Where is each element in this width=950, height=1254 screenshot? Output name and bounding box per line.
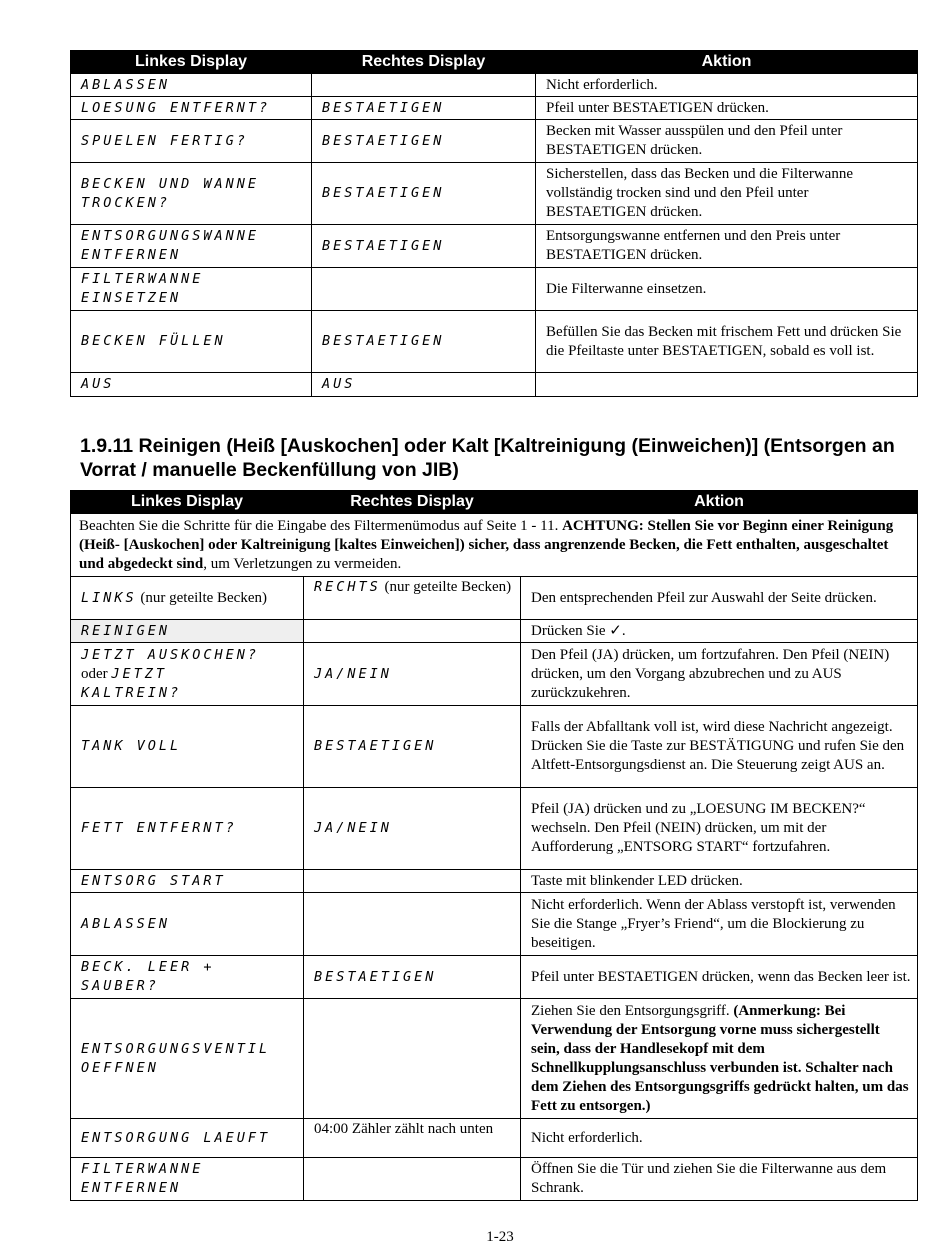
note-row <box>71 514 918 577</box>
action-cell: Becken mit Wasser ausspülen und den Pfeil unter BESTAETIGEN drücken. <box>536 120 918 163</box>
lcd-text: JETZT AUSKOCHEN? <box>81 646 260 663</box>
left-display-cell: ABLASSEN <box>71 893 304 956</box>
left-display-cell <box>71 577 304 620</box>
right-display-cell: AUS <box>312 373 536 397</box>
right-display-cell: BESTAETIGEN <box>312 120 536 163</box>
action-cell: Pfeil unter BESTAETIGEN drücken. <box>536 97 918 120</box>
table-row <box>71 893 918 956</box>
right-display-cell: BESTAETIGEN <box>312 225 536 268</box>
right-display-cell: BESTAETIGEN <box>312 311 536 373</box>
table-row <box>71 163 918 225</box>
right-display-cell <box>304 577 521 620</box>
left-display-cell <box>71 643 304 706</box>
right-display-cell: BESTAETIGEN <box>312 163 536 225</box>
header-action: Aktion <box>536 51 918 74</box>
cell-note: (nur geteilte Becken) <box>136 589 267 606</box>
page-number: 1-23 <box>486 1229 514 1245</box>
action-cell: Drücken Sie ✓. <box>521 620 918 643</box>
cell-note: (nur geteilte Becken) <box>380 579 512 595</box>
table-row <box>71 706 918 788</box>
left-display-cell: BECK. LEER + SAUBER? <box>71 956 304 999</box>
table-row <box>71 999 918 1119</box>
right-display-cell <box>304 999 521 1119</box>
table-row <box>71 74 918 97</box>
lcd-text: KALTREIN? <box>81 684 182 701</box>
action-cell: Nicht erforderlich. <box>521 1119 918 1158</box>
note-warning: ACHTUNG: Stellen Sie vor Beginn einer Reinigung (Heiß- [Auskochen] oder Kaltreinigung [kaltes Einweichen]) sicher, dass angrenzende Becken, die Fett enthalten, ausgeschaltet und abgedeckt sind <box>79 517 894 572</box>
action-cell: Befüllen Sie das Becken mit frischem Fett und drücken Sie die Pfeiltaste unter BESTAETIGEN, sobald es voll ist. <box>536 311 918 373</box>
table-row <box>71 577 918 620</box>
right-display-cell <box>304 620 521 643</box>
left-display-cell: SPUELEN FERTIG? <box>71 120 312 163</box>
table-row <box>71 788 918 870</box>
table-row <box>71 643 918 706</box>
right-display-cell <box>312 74 536 97</box>
right-display-cell: BESTAETIGEN <box>304 706 521 788</box>
header-left-display: Linkes Display <box>71 51 312 74</box>
warning-note <box>71 514 918 577</box>
action-cell: Den Pfeil (JA) drücken, um fortzufahren. Den Pfeil (NEIN) drücken, um den Vorgang abzubrechen und zu AUS zurückzukehren. <box>521 643 918 706</box>
table-row <box>71 870 918 893</box>
table-row <box>71 97 918 120</box>
action-cell: Den entsprechenden Pfeil zur Auswahl der Seite drücken. <box>521 577 918 620</box>
table-row <box>71 620 918 643</box>
action-cell: Entsorgungswanne entfernen und den Preis unter BESTAETIGEN drücken. <box>536 225 918 268</box>
right-display-cell: JA/NEIN <box>304 788 521 870</box>
right-display-cell <box>304 1158 521 1201</box>
left-display-cell: BECKEN FÜLLEN <box>71 311 312 373</box>
right-display-cell: 04:00 Zähler zählt nach unten <box>304 1119 521 1158</box>
table-row <box>71 1119 918 1158</box>
header-right-display: Rechtes Display <box>304 491 521 514</box>
table-header <box>71 51 918 74</box>
action-cell: Nicht erforderlich. <box>536 74 918 97</box>
right-display-cell <box>312 268 536 311</box>
left-display-cell: LOESUNG ENTFERNT? <box>71 97 312 120</box>
right-display-cell: BESTAETIGEN <box>304 956 521 999</box>
right-display-cell: BESTAETIGEN <box>312 97 536 120</box>
action-text: Ziehen Sie den Entsorgungsgriff. <box>531 1002 734 1019</box>
section-heading: 1.9.11 Reinigen (Heiß [Auskochen] oder Kalt [Kaltreinigung (Einweichen)] (Entsorgen an Vorrat / manuelle Beckenfüllung von JIB) <box>80 435 895 481</box>
left-display-cell: ENTSORG START <box>71 870 304 893</box>
lcd-text: RECHTS <box>314 579 381 595</box>
action-cell: Nicht erforderlich. Wenn der Ablass verstopft ist, verwenden Sie die Stange „Fryer’s Friend“, um die Blockierung zu beseitigen. <box>521 893 918 956</box>
action-cell: Pfeil (JA) drücken und zu „LOESUNG IM BECKEN?“ wechseln. Den Pfeil (NEIN) drücken, um mit der Aufforderung „ENTSORG START“ fortzufahren. <box>521 788 918 870</box>
left-display-cell: ENTSORGUNG LAEUFT <box>71 1119 304 1158</box>
table-header <box>71 491 918 514</box>
left-display-cell: ENTSORGUNGSWANNE ENTFERNEN <box>71 225 312 268</box>
cell-note: oder <box>81 665 112 682</box>
header-action: Aktion <box>521 491 918 514</box>
lcd-text: LINKS <box>81 589 137 606</box>
left-display-cell: FETT ENTFERNT? <box>71 788 304 870</box>
action-cell <box>521 999 918 1119</box>
table-row <box>71 268 918 311</box>
table-row <box>71 956 918 999</box>
action-cell: Pfeil unter BESTAETIGEN drücken, wenn das Becken leer ist. <box>521 956 918 999</box>
left-display-cell: FILTERWANNE ENTFERNEN <box>71 1158 304 1201</box>
right-display-cell <box>304 893 521 956</box>
note-text: Beachten Sie die Schritte für die Eingabe des Filtermenümodus auf Seite 1 - 11. <box>79 517 563 534</box>
left-display-cell: REINIGEN <box>71 620 304 643</box>
right-display-cell: JA/NEIN <box>304 643 521 706</box>
table-row <box>71 225 918 268</box>
left-display-cell: TANK VOLL <box>71 706 304 788</box>
action-cell: Öffnen Sie die Tür und ziehen Sie die Filterwanne aus dem Schrank. <box>521 1158 918 1201</box>
table-row <box>71 120 918 163</box>
header-left-display: Linkes Display <box>71 491 304 514</box>
right-display-cell <box>304 870 521 893</box>
action-cell: Taste mit blinkender LED drücken. <box>521 870 918 893</box>
note-text-end: , um Verletzungen zu vermeiden. <box>203 555 402 572</box>
left-display-cell: ABLASSEN <box>71 74 312 97</box>
left-display-cell: ENTSORGUNGSVENTIL OEFFNEN <box>71 999 304 1119</box>
action-note: (Anmerkung: Bei Verwendung der Entsorgung vorne muss sichergestellt sein, dass der Handlesekopf mit dem Schnellkupplungsanschluss verbunden ist. Schalter nach dem Ziehen des Entsorgungsgriffs gedrückt halten, um das Fett zu entsorgen.) <box>531 1002 909 1114</box>
lcd-text: JETZT <box>111 665 168 682</box>
action-cell: Falls der Abfalltank voll ist, wird diese Nachricht angezeigt. Drücken Sie die Taste zur BESTÄTIGUNG und rufen Sie den Altfett-Entsorgungsdienst an. Die Steuerung zeigt AUS an. <box>521 706 918 788</box>
left-display-cell: BECKEN UND WANNE TROCKEN? <box>71 163 312 225</box>
display-table-2 <box>70 490 918 1201</box>
display-table-1 <box>70 50 918 397</box>
action-cell: Sicherstellen, dass das Becken und die Filterwanne vollständig trocken sind und den Pfeil unter BESTAETIGEN drücken. <box>536 163 918 225</box>
table-row <box>71 1158 918 1201</box>
table-row <box>71 311 918 373</box>
table-row <box>71 373 918 397</box>
action-cell: Die Filterwanne einsetzen. <box>536 268 918 311</box>
action-cell <box>536 373 918 397</box>
left-display-cell: FILTERWANNE EINSETZEN <box>71 268 312 311</box>
left-display-cell: AUS <box>71 373 312 397</box>
header-right-display: Rechtes Display <box>312 51 536 74</box>
